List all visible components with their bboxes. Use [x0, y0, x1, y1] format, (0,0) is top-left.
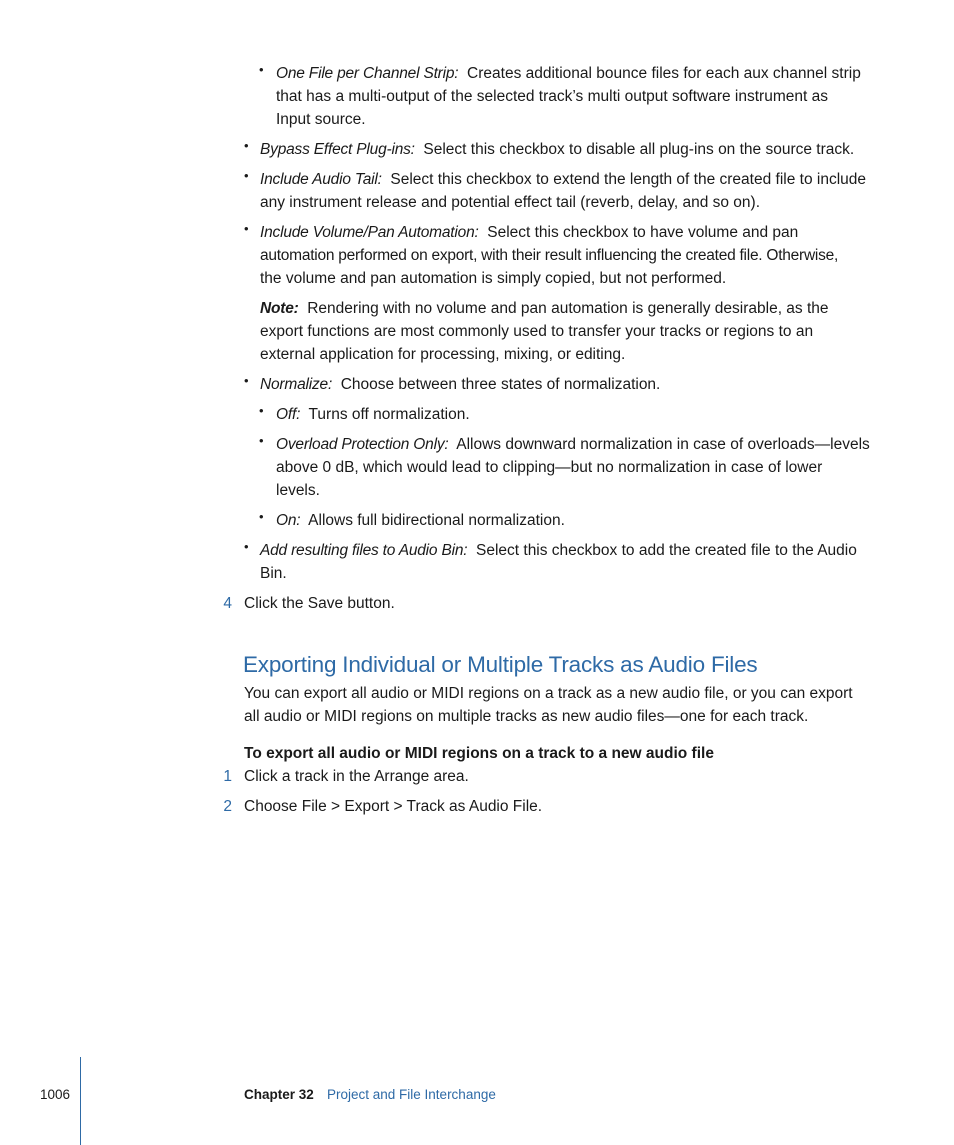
item-label: Normalize: [260, 376, 333, 393]
bullet-icon: • [244, 539, 249, 554]
intro-line: You can export all audio or MIDI regions on a track as a new audio file, or you can export [244, 685, 853, 702]
step-number: 2 [223, 798, 232, 815]
step-text: Click the Save button. [244, 595, 395, 612]
item-text: Bin. [260, 565, 287, 582]
item-text: Allows full bidirectional normalization. [308, 512, 565, 529]
section-heading: Exporting Individual or Multiple Tracks as Audio Files [243, 652, 758, 677]
list-item-include-volume-pan-automation [260, 221, 838, 290]
task-title: To export all audio or MIDI regions on a track to a new audio file [244, 745, 714, 762]
bullet-icon: • [259, 403, 264, 418]
list-item-normalize [260, 373, 660, 396]
step-text: Click a track in the Arrange area. [244, 768, 469, 785]
item-text: above 0 dB, which would lead to clipping—but no normalization in case of lower [276, 459, 823, 476]
item-label: Include Volume/Pan Automation: [260, 224, 479, 241]
chapter-title: Project and File Interchange [327, 1087, 496, 1102]
step-number: 4 [223, 595, 232, 612]
list-item-overload-protection-only [276, 433, 870, 502]
list-item-off [276, 403, 470, 426]
section-intro [244, 682, 853, 728]
item-text: levels. [276, 482, 320, 499]
item-label: Overload Protection Only: [276, 436, 449, 453]
list-item-add-to-audio-bin [260, 539, 857, 585]
item-label: One File per Channel Strip: [276, 65, 459, 82]
step-text: Choose File > Export > Track as Audio File. [244, 798, 543, 815]
chapter-label: Chapter 32 [244, 1087, 314, 1102]
note-paragraph [260, 297, 829, 366]
item-text: automation performed on export, with their result influencing the created file. Otherwise, [260, 247, 839, 264]
step-number: 1 [223, 768, 232, 785]
bullet-icon: • [244, 373, 249, 388]
list-item-include-audio-tail [260, 168, 866, 214]
note-text: external application for processing, mixing, or editing. [260, 346, 626, 363]
intro-line: all audio or MIDI regions on multiple tracks as new audio files—one for each track. [244, 708, 809, 725]
footer-rule [80, 1057, 81, 1145]
item-text: Select this checkbox to disable all plug-ins on the source track. [423, 141, 855, 158]
item-text: that has a multi-output of the selected track’s multi output software instrument as [276, 88, 828, 105]
list-item-bypass-effect-plugins [260, 138, 854, 161]
item-label: Bypass Effect Plug-ins: [260, 141, 415, 158]
bullet-icon: • [244, 221, 249, 236]
item-text: Input source. [276, 111, 366, 128]
item-label: Off: [276, 406, 301, 423]
item-text: the volume and pan automation is simply copied, but not performed. [260, 270, 727, 287]
item-text: Select this checkbox to extend the length of the created file to include [390, 171, 866, 188]
list-item-on [276, 509, 565, 532]
page-number: 1006 [40, 1087, 71, 1102]
list-item-one-file-per-channel-strip [276, 62, 861, 131]
note-text: export functions are most commonly used to transfer your tracks or regions to an [260, 323, 814, 340]
note-label: Note: [260, 300, 299, 317]
note-text: Rendering with no volume and pan automation is generally desirable, as the [307, 300, 829, 317]
item-text: Choose between three states of normalization. [340, 376, 661, 393]
bullet-icon: • [259, 62, 264, 77]
item-text: Allows downward normalization in case of overloads—levels [456, 436, 870, 453]
item-text: Turns off normalization. [308, 406, 470, 423]
bullet-icon: • [259, 509, 264, 524]
item-text: Select this checkbox to add the created file to the Audio [476, 542, 857, 559]
item-text: Creates additional bounce files for each aux channel strip [467, 65, 861, 82]
item-label: Add resulting files to Audio Bin: [260, 542, 468, 559]
item-text: Select this checkbox to have volume and pan [487, 224, 799, 241]
item-label: Include Audio Tail: [260, 171, 382, 188]
bullet-icon: • [244, 138, 249, 153]
bullet-icon: • [259, 433, 264, 448]
item-text: any instrument release and potential effect tail (reverb, delay, and so on). [260, 194, 761, 211]
item-label: On: [276, 512, 301, 529]
bullet-icon: • [244, 168, 249, 183]
